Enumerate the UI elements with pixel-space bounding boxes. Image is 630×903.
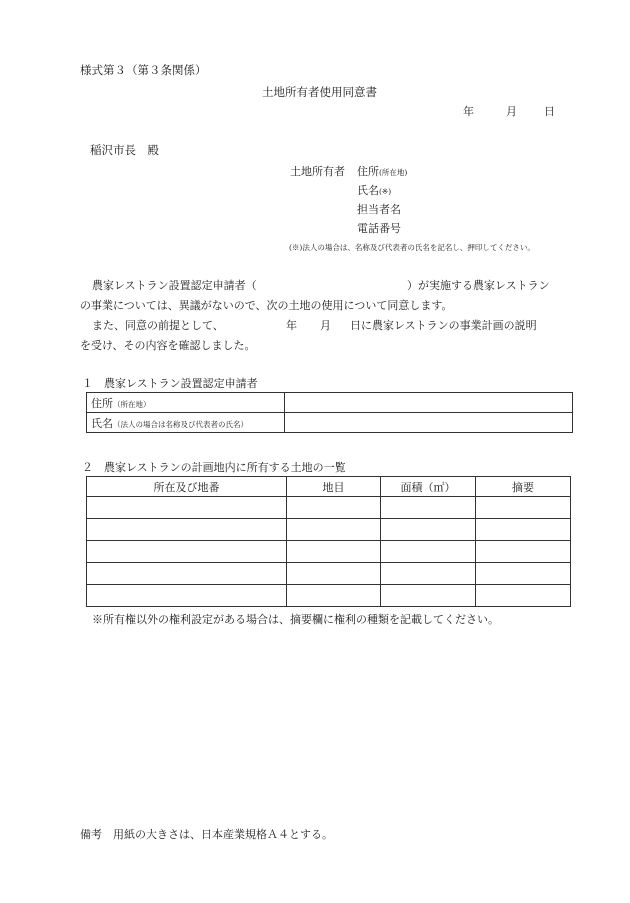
cell-remarks[interactable] xyxy=(476,563,571,585)
section2-heading: ２ 農家レストランの計画地内に所有する土地の一覧 xyxy=(82,461,346,474)
column-header-location: 所在及び地番 xyxy=(87,477,287,497)
applicant-address-row xyxy=(87,393,573,413)
cell-area[interactable] xyxy=(381,541,476,563)
paragraph2-line1-end: 日に農家レストランの事業計画の説明 xyxy=(350,319,537,332)
paragraph1-line2: の事業については、異議がないので、次の土地の使用について同意します。 xyxy=(80,299,453,312)
cell-area[interactable] xyxy=(381,585,476,607)
paragraph2-line1-start: また、同意の前提として、 xyxy=(92,319,224,332)
applicant-name-label: 氏名 xyxy=(91,416,113,430)
land-table xyxy=(86,476,571,607)
table-row xyxy=(87,497,571,519)
cell-location[interactable] xyxy=(87,519,287,541)
date-year: 年 xyxy=(463,105,474,118)
cell-location[interactable] xyxy=(87,541,287,563)
owner-phone-label: 電話番号 xyxy=(357,222,401,235)
cell-area[interactable] xyxy=(381,497,476,519)
form-number: 様式第３（第３条関係） xyxy=(80,63,207,77)
cell-location[interactable] xyxy=(87,585,287,607)
table-row xyxy=(87,541,571,563)
owner-label: 土地所有者 xyxy=(290,165,345,178)
table-row xyxy=(87,585,571,607)
cell-land-category[interactable] xyxy=(287,585,381,607)
owner-address-field xyxy=(357,163,407,179)
paragraph2-line2: を受け、その内容を確認しました。 xyxy=(80,339,256,352)
cell-land-category[interactable] xyxy=(287,519,381,541)
owner-note: (※)法人の場合は、名称及び代表者の氏名を記名し、押印してください。 xyxy=(289,243,535,252)
applicant-address-value[interactable] xyxy=(285,393,573,413)
section1-heading: １ 農家レストラン設置認定申請者 xyxy=(82,377,258,390)
cell-land-category[interactable] xyxy=(287,563,381,585)
owner-contact-label: 担当者名 xyxy=(357,203,401,216)
paragraph1-line1-start: 農家レストラン設置認定申請者（ xyxy=(92,279,257,292)
cell-location[interactable] xyxy=(87,497,287,519)
applicant-address-sub: （所在地） xyxy=(113,399,151,409)
land-table-header xyxy=(87,477,571,497)
paragraph2-month: 月 xyxy=(320,319,331,332)
column-header-land-category: 地目 xyxy=(287,477,381,497)
date-day: 日 xyxy=(544,105,555,118)
addressee: 稲沢市長 殿 xyxy=(90,143,159,157)
owner-address-sub: (所在地) xyxy=(379,168,408,177)
cell-remarks[interactable] xyxy=(476,497,571,519)
table-row xyxy=(87,519,571,541)
applicant-address-label-cell xyxy=(87,393,285,413)
cell-land-category[interactable] xyxy=(287,497,381,519)
applicant-name-row xyxy=(87,413,573,433)
applicant-name-sub: （法人の場合は名称及び代表者の氏名） xyxy=(113,419,248,429)
applicant-address-label: 住所 xyxy=(91,396,113,410)
cell-remarks[interactable] xyxy=(476,585,571,607)
owner-name-label: 氏名 xyxy=(357,184,379,197)
cell-remarks[interactable] xyxy=(476,519,571,541)
section2-note: ※所有権以外の権利設定がある場合は、摘要欄に権利の種類を記載してください。 xyxy=(92,613,499,626)
paragraph2-year: 年 xyxy=(286,319,297,332)
cell-location[interactable] xyxy=(87,563,287,585)
applicant-name-label-cell xyxy=(87,413,285,433)
column-header-area: 面積（㎡） xyxy=(381,477,476,497)
applicant-table xyxy=(86,392,573,433)
cell-remarks[interactable] xyxy=(476,541,571,563)
column-header-remarks: 摘要 xyxy=(476,477,571,497)
cell-area[interactable] xyxy=(381,519,476,541)
owner-name-sub: (※) xyxy=(379,187,392,196)
paragraph1-line1-end: ）が実施する農家レストラン xyxy=(407,279,550,292)
table-row xyxy=(87,563,571,585)
owner-address-label: 住所 xyxy=(357,165,379,178)
cell-area[interactable] xyxy=(381,563,476,585)
date-month: 月 xyxy=(506,105,517,118)
cell-land-category[interactable] xyxy=(287,541,381,563)
document-title: 土地所有者使用同意書 xyxy=(262,85,377,99)
remarks: 備考 用紙の大きさは、日本産業規格Ａ４とする。 xyxy=(80,828,333,841)
applicant-name-value[interactable] xyxy=(285,413,573,433)
owner-name-field xyxy=(357,182,391,198)
